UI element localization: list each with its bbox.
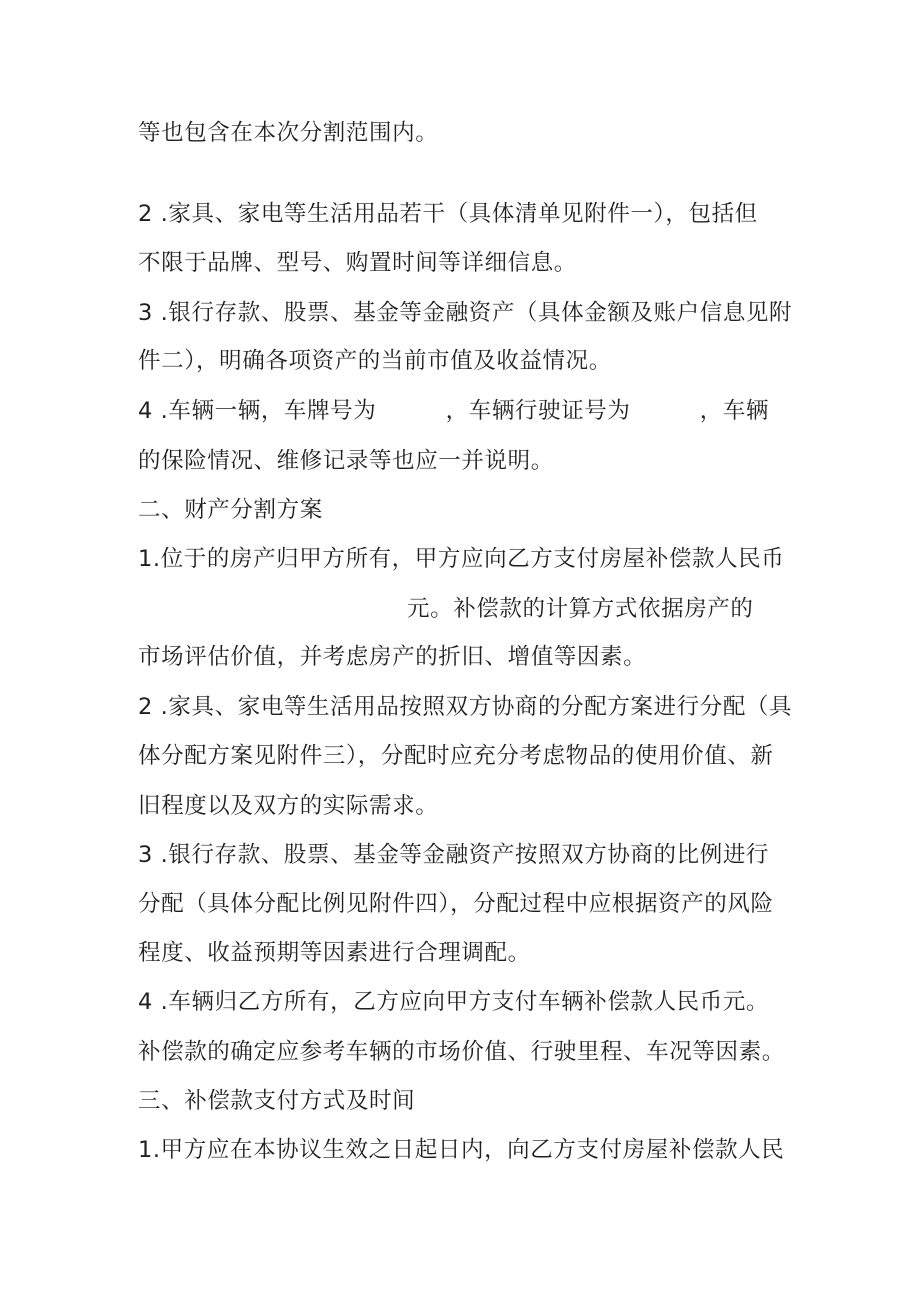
text-line: 等也包含在本次分割范围内。 xyxy=(138,120,439,146)
text-line: 4 .车辆一辆，车牌号为 ，车辆行驶证号为 ，车辆 xyxy=(138,398,770,424)
text-line: 程度、收益预期等因素进行合理调配。 xyxy=(138,940,531,966)
text-line: 2 .家具、家电等生活用品若干（具体清单见附件一），包括但 xyxy=(138,201,758,227)
section-heading: 二、财产分割方案 xyxy=(138,497,323,523)
text-line: 3 .银行存款、股票、基金等金融资产（具体金额及账户信息见附 xyxy=(138,300,793,326)
text-line: 分配（具体分配比例见附件四），分配过程中应根据资产的风险 xyxy=(138,891,774,917)
text-line: 的保险情况、维修记录等也应一并说明。 xyxy=(138,448,554,474)
text-line: 4 .车辆归乙方所有，乙方应向甲方支付车辆补偿款人民币元。 xyxy=(138,989,770,1015)
text-line: 2 .家具、家电等生活用品按照双方协商的分配方案进行分配（具 xyxy=(138,694,793,720)
text-line: 件二），明确各项资产的当前市值及收益情况。 xyxy=(138,348,612,374)
text-line: 体分配方案见附件三），分配时应充分考虑物品的使用价值、新 xyxy=(138,743,774,769)
text-line: 市场评估价值，并考虑房产的折旧、增值等因素。 xyxy=(138,644,647,670)
text-line: 不限于品牌、型号、购置时间等详细信息。 xyxy=(138,250,577,276)
section-heading: 三、补偿款支付方式及时间 xyxy=(138,1088,416,1114)
text-line: 1.甲方应在本协议生效之日起日内，向乙方支付房屋补偿款人民 xyxy=(138,1137,785,1163)
text-line: 补偿款的确定应参考车辆的市场价值、行驶里程、车况等因素。 xyxy=(138,1039,785,1065)
text-line: 3 .银行存款、股票、基金等金融资产按照双方协商的比例进行 xyxy=(138,842,770,868)
text-line: 元。补偿款的计算方式依据房产的 xyxy=(407,596,754,622)
text-line: 1.位于的房产归甲方所有，甲方应向乙方支付房屋补偿款人民币 xyxy=(138,546,785,572)
text-line: 旧程度以及双方的实际需求。 xyxy=(138,793,439,819)
